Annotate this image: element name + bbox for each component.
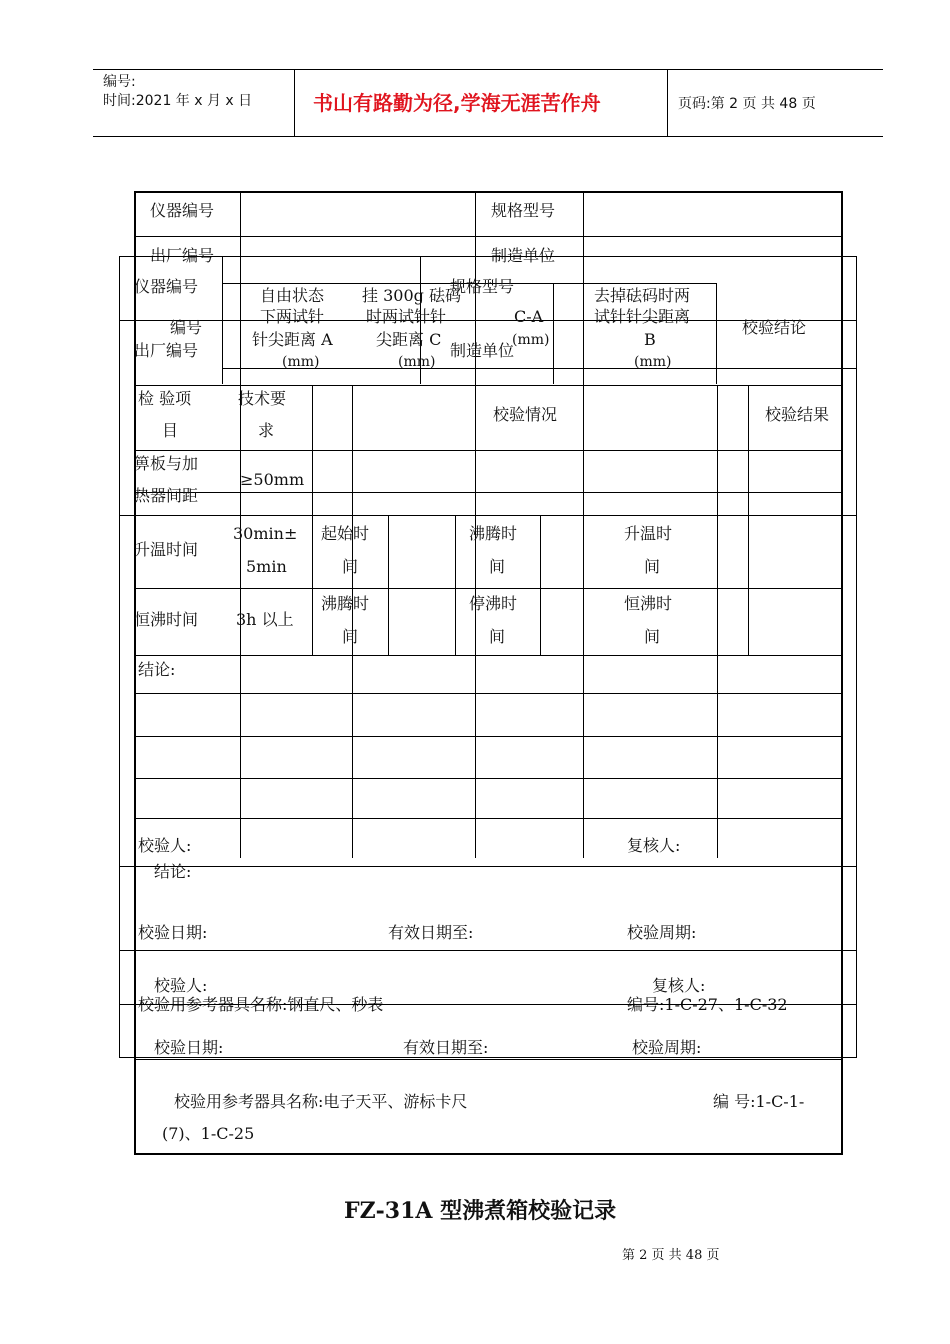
front-col-b-4: (mm): [398, 354, 436, 370]
front-grid-line: [119, 1004, 857, 1005]
header-bottom-rule: [93, 136, 883, 137]
front-reviewer-label: 复核人:: [652, 976, 706, 995]
back-row3-boil: 沸腾时: [321, 594, 370, 613]
back-result-header: 校验结果: [765, 405, 830, 424]
front-date-label: 校验日期:: [154, 1038, 224, 1057]
front-ref-tools: 校验用参考器具名称:电子天平、游标卡尺: [174, 1092, 468, 1111]
front-grid-line: [119, 866, 857, 867]
back-form-border: [134, 191, 136, 1154]
back-grid-line: [388, 515, 389, 655]
front-col-d-2: 试针针尖距离: [594, 307, 691, 326]
front-col-b-3: 尖距离 C: [376, 330, 442, 349]
back-row2-req: 30min±: [233, 524, 298, 543]
front-form-border: [856, 256, 857, 1057]
back-ref-tools: 校验用参考器具名称:钢直尺、秒表: [138, 995, 384, 1014]
back-item-header-2: 目: [162, 421, 179, 440]
front-col-e: 校验结论: [742, 318, 807, 337]
back-row3-boil-2: 间: [342, 627, 359, 646]
front-manufacturer-label: 制造单位: [450, 341, 515, 360]
back-factory-no-label: 出厂编号: [150, 246, 215, 265]
back-row3-const-2: 间: [644, 627, 661, 646]
back-grid-line: [352, 385, 353, 858]
front-grid-line: [119, 515, 857, 516]
header-motto: 书山有路勤为径,学海无涯苦作舟: [313, 91, 601, 115]
back-row2-start: 起始时: [321, 524, 370, 543]
front-no-label: 编号: [170, 318, 203, 337]
front-col-c-2: (mm): [512, 332, 550, 348]
back-row3-stop: 停沸时: [469, 594, 518, 613]
back-row1-req: ≥50mm: [240, 470, 305, 489]
front-valid-until-label: 有效日期至:: [403, 1038, 489, 1057]
back-situation-header: 校验情况: [493, 405, 558, 424]
front-col-a-2: 下两试针: [260, 307, 325, 326]
front-col-d-3: B: [644, 330, 656, 349]
back-row3-stop-2: 间: [489, 627, 506, 646]
back-ref-codes: 编号:1-C-27、1-C-32: [627, 995, 788, 1014]
front-form-border: [119, 256, 857, 257]
front-form-border: [119, 256, 120, 1057]
header-page-label: 页码:第 2 页 共 48 页: [678, 96, 816, 112]
front-grid-line: [119, 950, 857, 951]
header-time-label: 时间:2021 年 x 月 x 日: [103, 93, 253, 109]
back-grid-line: [748, 385, 749, 655]
front-model-label: 规格型号: [450, 277, 515, 296]
back-grid-line: [583, 191, 584, 858]
front-verifier-label: 校验人:: [154, 976, 208, 995]
back-req-header-2: 求: [258, 421, 275, 440]
front-ref-codes: 编 号:1-C-1-: [713, 1092, 805, 1111]
front-col-b: 挂 300g 砝码: [362, 286, 461, 305]
back-instrument-no-label: 仪器编号: [150, 201, 215, 220]
back-row3-req: 3h 以上: [236, 610, 294, 629]
front-col-b-2: 时两试针针: [366, 307, 447, 326]
back-row1-item-2: 热器间距: [134, 486, 199, 505]
document-title: FZ-31A 型沸煮箱校验记录: [344, 1198, 617, 1224]
front-col-a: 自由状态: [260, 286, 325, 305]
front-conclusion-label: 结论:: [154, 862, 192, 881]
back-row2-rise-2: 间: [644, 557, 661, 576]
back-row2-boil: 沸腾时: [469, 524, 518, 543]
front-ref-codes-cont: (7)、1-C-25: [162, 1124, 255, 1143]
front-col-d-4: (mm): [634, 354, 672, 370]
back-conclusion-label: 结论:: [138, 660, 176, 679]
back-model-label: 规格型号: [491, 201, 556, 220]
header-number-label: 编号:: [103, 74, 136, 90]
back-form-border: [841, 191, 843, 1154]
back-verifier-label: 校验人:: [138, 836, 192, 855]
header-top-rule: [93, 69, 883, 70]
header-divider: [294, 69, 295, 136]
back-row2-req-2: 5min: [246, 557, 287, 576]
back-req-header: 技术要: [238, 389, 287, 408]
back-row2-rise: 升温时: [624, 524, 673, 543]
back-grid-line: [455, 515, 456, 655]
back-grid-line: [134, 1059, 842, 1060]
front-grid-line: [716, 283, 717, 384]
back-item-header: 检 验项: [138, 389, 192, 408]
front-col-a-4: (mm): [282, 354, 320, 370]
back-period-label: 校验周期:: [627, 923, 697, 942]
back-valid-until-label: 有效日期至:: [388, 923, 474, 942]
back-grid-line: [717, 385, 718, 858]
back-row1-item: 箅板与加: [134, 454, 199, 473]
front-col-d: 去掉砝码时两: [594, 286, 691, 305]
front-col-a-3: 针尖距离 A: [252, 330, 333, 349]
header-divider: [667, 69, 668, 136]
front-factory-no-label: 出厂编号: [134, 341, 199, 360]
back-manufacturer-label: 制造单位: [491, 246, 556, 265]
back-row2-item: 升温时间: [134, 540, 199, 559]
front-period-label: 校验周期:: [632, 1038, 702, 1057]
back-row3-const: 恒沸时: [624, 594, 673, 613]
back-date-label: 校验日期:: [138, 923, 208, 942]
front-grid-line: [553, 283, 554, 384]
front-grid-line: [222, 256, 223, 384]
back-form-border: [134, 1153, 843, 1155]
back-grid-line: [312, 385, 313, 655]
front-col-c: C-A: [514, 307, 544, 326]
back-grid-line: [540, 515, 541, 655]
back-row3-item: 恒沸时间: [134, 610, 199, 629]
back-row2-start-2: 间: [342, 557, 359, 576]
back-reviewer-label: 复核人:: [627, 836, 681, 855]
back-row2-boil-2: 间: [489, 557, 506, 576]
page-footer: 第 2 页 共 48 页: [622, 1248, 720, 1263]
front-instrument-no-label: 仪器编号: [134, 277, 199, 296]
